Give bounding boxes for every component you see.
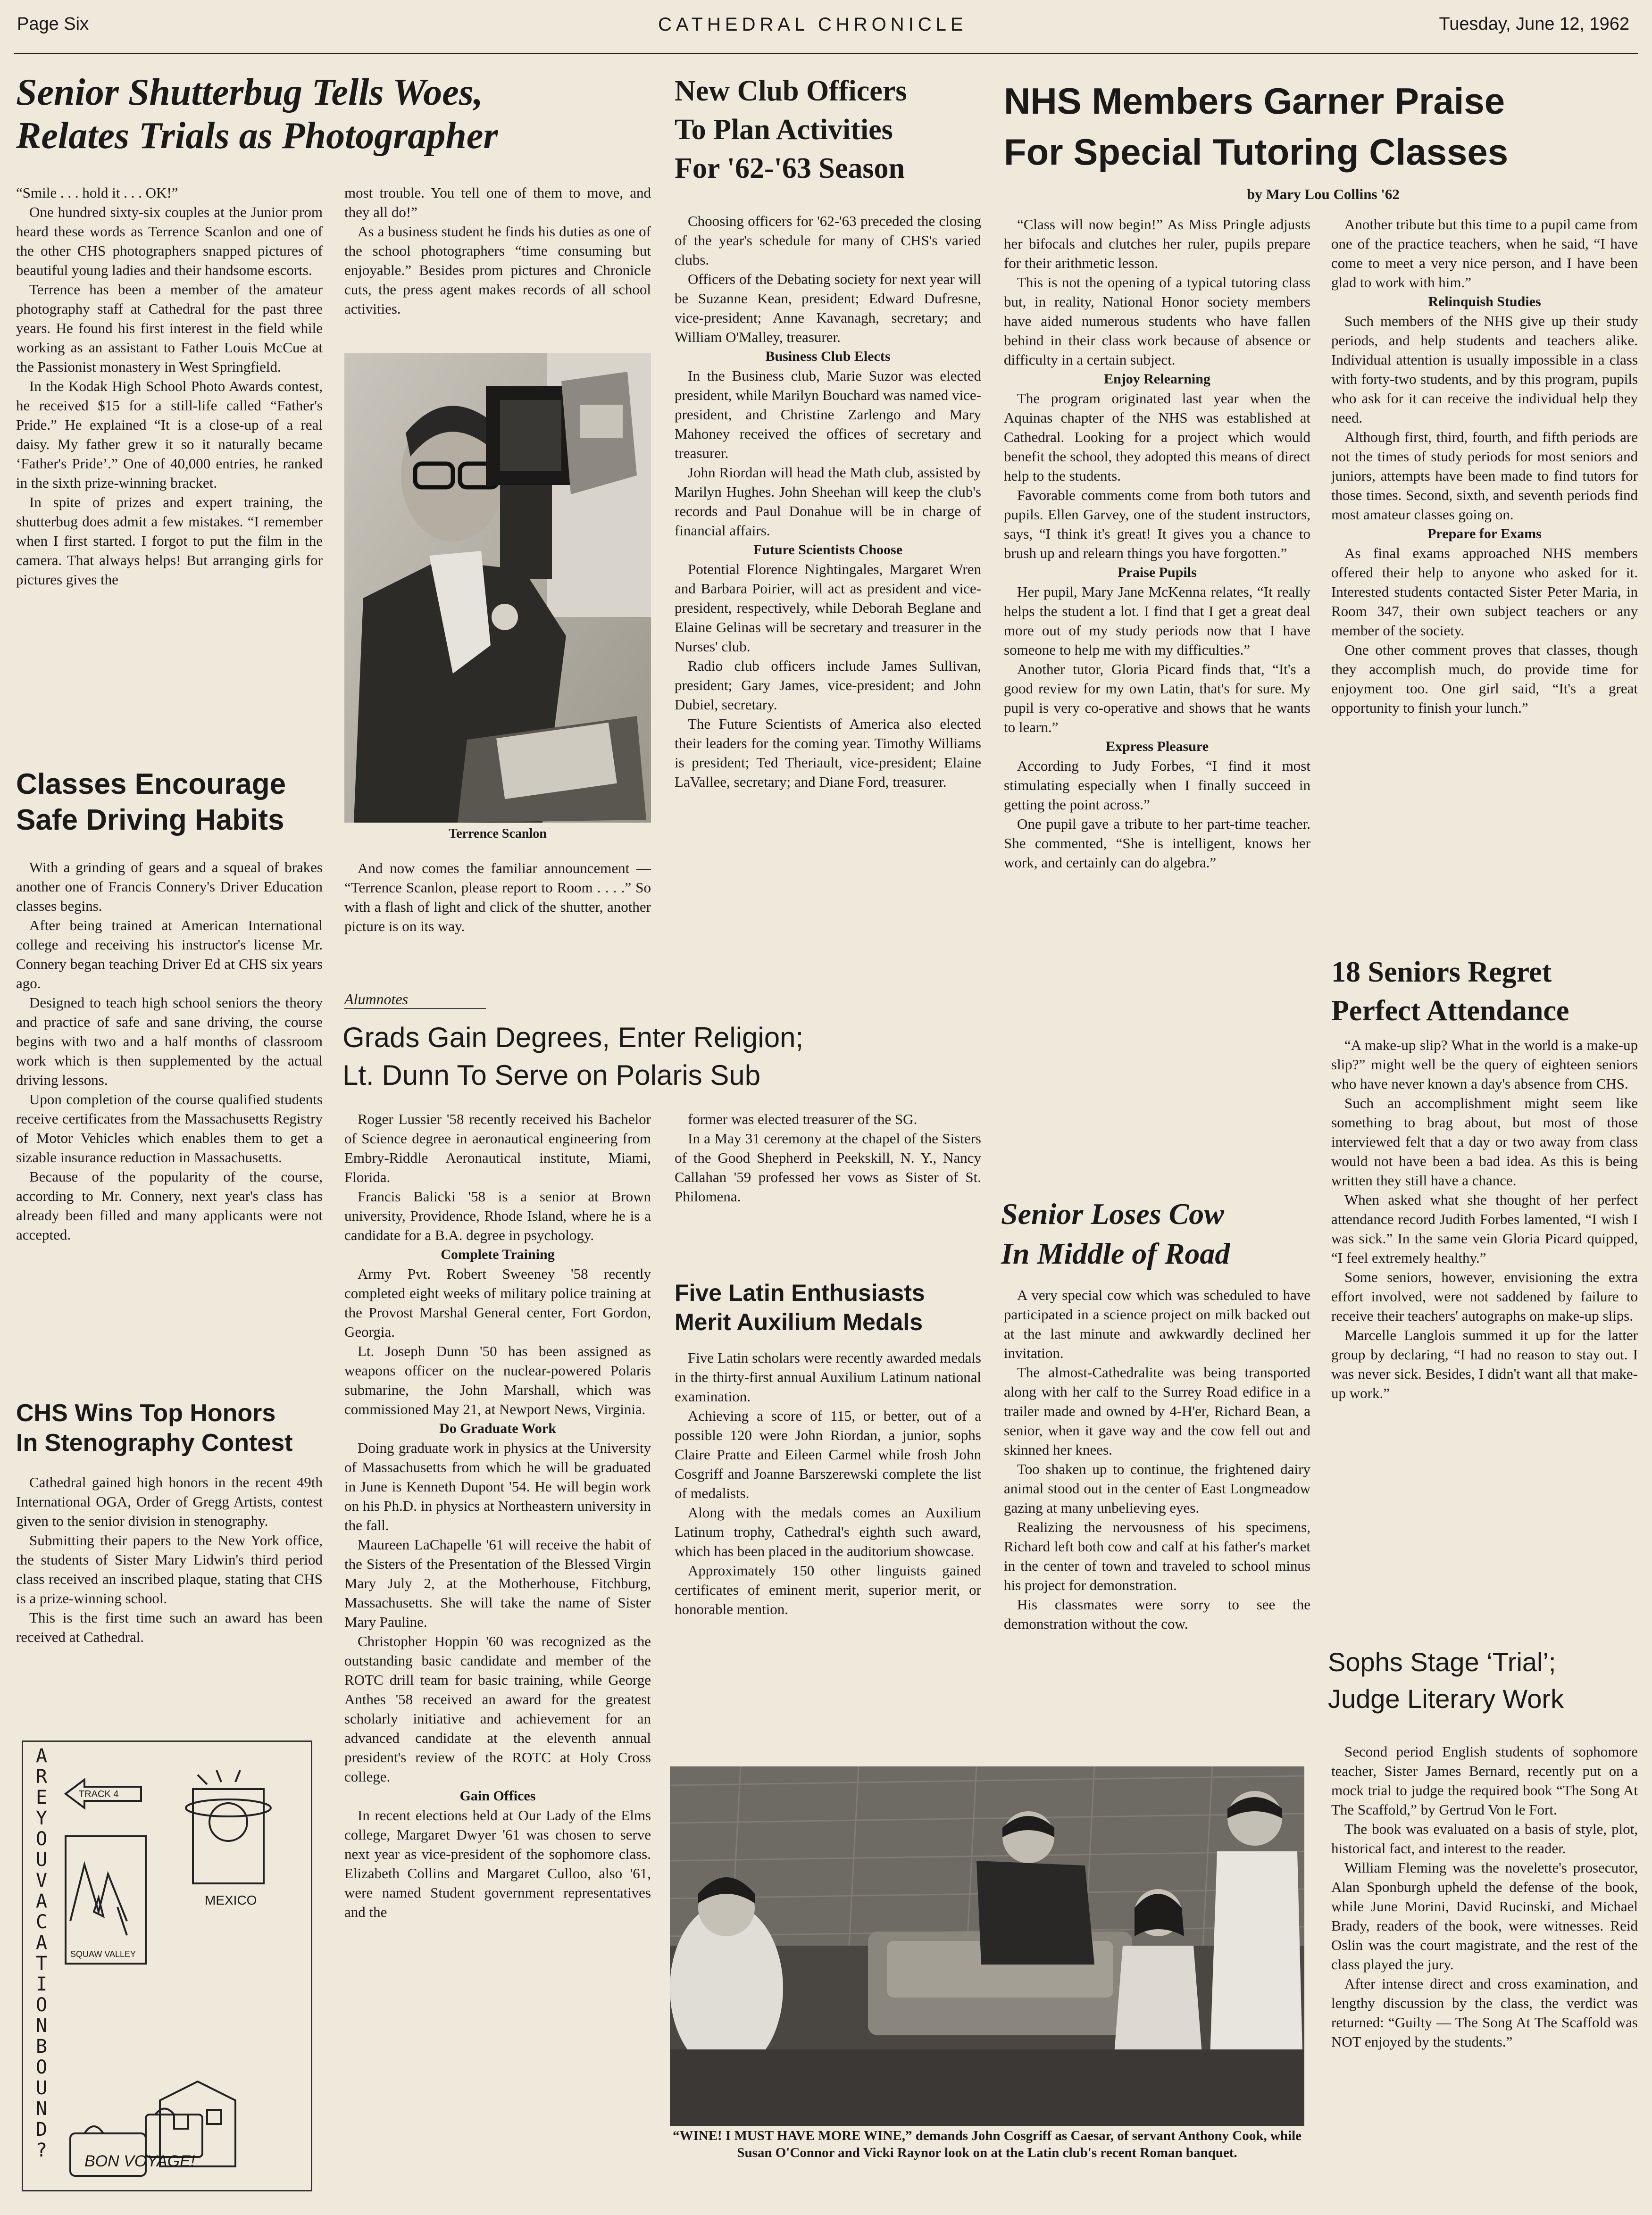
masthead (0, 14, 1652, 42)
paragraph: Such members of the NHS give up their study periods, and help students and teachers alike. Individual attention is usually impossible in a class with forty-two students, and by this program, pupils who ask for it can receive the individual help they need. (1331, 313, 1638, 426)
cartoon-letter: O (35, 1994, 48, 2016)
subhead: Future Scientists Choose (753, 542, 903, 558)
paragraph: Army Pvt. Robert Sweeney '58 recently completed eight weeks of military police training at the Provost Marshal General center, Fort Gordon, Georgia. (344, 1266, 651, 1340)
paragraph: Francis Balicki '58 is a senior at Brown university, Providence, Rhode Island, where he is a candidate for a B.A. degree in psychology. (344, 1188, 651, 1243)
subhead: Business Club Elects (765, 349, 891, 364)
cartoon-letter: N (35, 2015, 48, 2037)
paragraph: Lt. Joseph Dunn '50 has been assigned as weapons officer on the nuclear-powered Polaris submarine, the John Marshall, which was commissioned May 21, at Newport News, Virginia. (344, 1343, 651, 1417)
cartoon-letter: C (35, 1911, 48, 1933)
shutterbug-col2-bottom: And now comes the familiar announcement — “Terrence Scanlon, please report to Room . . . .” So with a flash of light and click of the shutter, another picture is on its way. (344, 860, 651, 934)
driving-body: With a grinding of gears and a squeal of brakes another one of Francis Connery's Driver Education classes begins. After being trained at American International college and receiving his instructor's license Mr. Connery began teaching Driver Ed at CHS six years ago. Designed to teach high school seniors the theory and practice of safe and sane driving, the course begins with two and a half months of classroom work which is then supplemented by the actual driving lessons. Upon completion of the course qualified students receive certificates from the Massachusetts Registry of Motor Vehicles which enables them to get a sizable insurance reduction in Massachusetts. Because of the popularity of the course, according to Mr. Connery, next year's class has already been filled and many applicants were not accepted. (16, 859, 323, 1243)
shutterbug-col1: “Smile . . . hold it . . . OK!” One hundred sixty-six couples at the Junior prom heard these words as Terrence Scanlon and one of the other CHS photographers snapped pictures of beautiful young ladies and their handsome escorts. Terrence has been a member of the amateur photography staff at Cathedral for the past three years. He found his first interest in the field while working as an assistant to Father Louis McCue at the Passionist monastery in West Springfield. In the Kodak High School Photo Awards contest, he received $15 for a still-life called “Father's Pride.” He explained “It is a close-up of a real daisy. My father grew it so it naturally became ‘Father's Pride’.” One of 40,000 entries, he ranked in the sixth prize-winning bracket. In spite of prizes and expert training, the shutterbug does admit a few mistakes. “I remember when I first started. I forgot to put the film in the camera. That always helps! But arranging girls for pictures gives the (16, 184, 323, 588)
clubs-body (675, 211, 981, 791)
cartoon-bon-voyage: BON VOYAGE! (84, 2152, 195, 2170)
cartoon-letter: O (35, 2057, 48, 2078)
sophs-headline: Sophs Stage ‘Trial’; Judge Literary Work (1328, 1647, 1564, 1714)
subhead: Relinquish Studies (1428, 294, 1541, 309)
cow-headline: Senior Loses Cow In Middle of Road (1001, 1197, 1230, 1270)
paragraph: The program originated last year when the Aquinas chapter of the NHS was established at Cathedral. Looking for a project which would benefit the school, they adopted this means of direct help to the students. (1004, 390, 1310, 484)
cartoon-letter: N (35, 2098, 48, 2120)
subhead: Praise Pupils (1118, 565, 1197, 580)
subhead: Enjoy Relearning (1104, 371, 1210, 387)
paragraph: Her pupil, Mary Jane McKenna relates, “It really helps the student a lot. I find that I get a great deal more out of my study periods now that I have someone to help me with my difficulties.” (1004, 583, 1310, 658)
cartoon-letter: A (35, 1745, 48, 1767)
paragraph: Although first, third, fourth, and fifth periods are not the times of study periods for most seniors and juniors, attempts have been made to find tutors for those times. Second, sixth, and seventh periods find most amateur classes going on. (1331, 429, 1638, 523)
cartoon-drawing (56, 1742, 309, 2188)
subhead: Complete Training (441, 1247, 555, 1262)
paragraph: Choosing officers for '62-'63 preceded the closing of the year's schedule for many of CHS's varied clubs. (675, 213, 981, 268)
banquet-caption: “WINE! I MUST HAVE MORE WINE,” demands John Cosgriff as Caesar, of servant Anthony Cook, while Susan O'Connor and Vicki Raynor look on at the Latin club's recent Roman banquet. (672, 2128, 1302, 2160)
cartoon-squaw-valley: SQUAW VALLEY (70, 1949, 136, 1959)
paragraph: Another tutor, Gloria Picard finds that, “It's a good review for my own Latin, that's for sure. My pupil is very co-operative and shows that he wants to learn.” (1004, 661, 1310, 735)
nhs-headline: NHS Members Garner Praise For Special Tutoring Classes (1004, 80, 1509, 173)
banquet-photo-image (670, 1766, 1304, 2126)
masthead-rule (14, 53, 1638, 54)
attendance-body: “A make-up slip? What in the world is a make-up slip?” might well be the query of eighteen seniors who have never known a day's absence from CHS. Such an accomplishment might seem like something to brag about, but most of those interviewed felt that a day or two away from class would not have been a bad idea. As this is being written they still have a chance. When asked what she thought of her perfect attendance record Judith Forbes lamented, “I wish I was sick.” In the same vein Gloria Picard quipped, “I feel extremely healthy.” Some seniors, however, envisioning the extra effort involved, were not saddened by failure to receive their teachers' autographs on make-up slips. Marcelle Langlois summed it up for the latter group by declaring, “I had no reason to stay out. I was never sick. Besides, I didn't want all that make-up work.” (1331, 1037, 1638, 1401)
cartoon-letter: B (35, 2036, 48, 2057)
paragraph: In recent elections held at Our Lady of the Elms college, Margaret Dwyer '61 was chosen to serve next year as vice-president of the sophomore class. Elizabeth Collins and Margaret Culloo, also '61, were named Student government representatives and the (344, 1807, 651, 1920)
vacation-cartoon (22, 1740, 312, 2191)
paragraph: Radio club officers include James Sullivan, president; Gary James, vice-president; and John Dubiel, secretary. (675, 658, 981, 713)
cartoon-letter: U (35, 1849, 48, 1871)
paragraph: Christopher Hoppin '60 was recognized as the outstanding basic candidate and member of the ROTC drill team for basic training, while George Anthes '58 received an award for the greatest scholarly initiative and achievement for an advanced candidate at the eleventh annual president's review of the ROTC at Holy Cross college. (344, 1633, 651, 1785)
driving-headline: Classes Encourage Safe Driving Habits (16, 768, 286, 836)
paragraph: “Class will now begin!” As Miss Pringle adjusts her bifocals and clutches her ruler, pupils prepare for their arithmetic lesson. (1004, 216, 1310, 271)
cartoon-letter: D (35, 2119, 48, 2140)
paragraph: One other comment proves that classes, though they accomplish much, do provide time for enjoyment too. One girl said, “It's a great opportunity to finish your lunch.” (1331, 641, 1638, 716)
subhead: Prepare for Exams (1427, 526, 1542, 541)
steno-body: Cathedral gained high honors in the recent 49th International OGA, Order of Gregg Artists, contest given to the senior division in stenography. Submitting their papers to the New York office, the students of Sister Mary Lidwin's third period class received an inscribed plaque, stating that CHS is a prize-winning school. This is the first time such an award has been received at Cathedral. (16, 1474, 323, 1645)
subhead: Express Pleasure (1105, 739, 1209, 754)
alumnotes-headline: Grads Gain Degrees, Enter Religion; Lt. Dunn To Serve on Polaris Sub (342, 1022, 804, 1091)
cartoon-mexico: MEXICO (205, 1893, 257, 1907)
cartoon-letter: V (35, 1870, 48, 1891)
alumnotes-col1 (344, 1109, 651, 1922)
alumnotes-kicker: Alumnotes (344, 991, 486, 1009)
cartoon-letter: A (35, 1890, 48, 1912)
cartoon-letter: T (35, 1953, 48, 1974)
banquet-photo (670, 1766, 1304, 2126)
paragraph: Favorable comments come from both tutors and pupils. Ellen Garvey, one of the student instructors, says, “I think it's great! It gives you a chance to brush up and relearn things you have forgotten.” (1004, 487, 1310, 561)
cow-body: A very special cow which was scheduled to have participated in a science project on milk backed out at the last minute and awkwardly declined her invitation. The almost-Cathedralite was being transported along with her calf to the Surrey Road edifice in a trailer made and owned by 4-H'er, Richard Bean, a senior, when it gave way and the cow fell out and skinned her knees. Too shaken up to continue, the frightened dairy animal stood out in the center of East Longmeadow gazing at many unbelieving eyes. Realizing the nervousness of his specimens, Richard left both cow and calf at his father's market in the center of town and traveled to school minus his project for demonstration. His classmates were sorry to see the demonstration without the cow. (1004, 1287, 1310, 1632)
paragraph: In the Business club, Marie Suzor was elected president, while Marilyn Bouchard was named vice-president, and Christine Zarlengo and Mary Mahoney received the offices of secretary and treasurer. (675, 367, 981, 461)
cartoon-letter: I (35, 1974, 48, 1995)
cartoon-vertical-text (30, 1746, 53, 2161)
newspaper-title: CATHEDRAL CHRONICLE (658, 14, 968, 35)
paragraph: Doing graduate work in physics at the University of Massachusetts from which he will be graduated in June is Kenneth Dupont '54. He will begin work on his Ph.D. in physics at Northeastern university in the fall. (344, 1440, 651, 1533)
cartoon-letter: R (35, 1766, 48, 1788)
paragraph: This is not the opening of a typical tutoring class but, in reality, National Honor society members have aided numerous students who have fallen behind in their class work because of absence or difficulty in a certain subject. (1004, 274, 1310, 368)
subhead: Gain Offices (459, 1788, 536, 1804)
cartoon-letter: O (35, 1828, 48, 1850)
cartoon-letter: E (35, 1787, 48, 1808)
paragraph: One pupil gave a tribute to her part-time teacher. She commented, “She is intelligent, knows her work, and certainly can do algebra.” (1004, 816, 1310, 871)
cartoon-letter: Y (35, 1807, 48, 1829)
shutterbug-col2-top: most trouble. You tell one of them to move, and they all do!” As a business student he finds his duties as one of the school photographers “time consuming but enjoyable.” Besides prom pictures and Chronicle cuts, the press agent makes records of all school activities. (344, 184, 651, 317)
cartoon-letter: A (35, 1932, 48, 1954)
sophs-body: Second period English students of sophomore teacher, Sister James Bernard, recently put on a mock trial to judge the required book “The Song At The Scaffold,” by Gertrud Von le Fort. The book was evaluated on a basis of style, plot, historical fact, and interest to the reader. William Fleming was the novelette's prosecutor, Alan Sponburgh upheld the defense of the book, while June Morini, David Rucinski, and Michael Brady, readers of the book, were witnesses. Reid Oslin was the court magistrate, and the rest of the class played the jury. After intense direct and cross examination, and lengthy discussion by the class, the verdict was returned: “Guilty — The Song At The Scaffold was NOT enjoyed by the students.” (1331, 1743, 1638, 2050)
attendance-headline: 18 Seniors Regret Perfect Attendance (1331, 956, 1569, 1027)
page-number: Page Six (17, 14, 89, 34)
clubs-headline: New Club Officers To Plan Activities For '62-'63 Season (675, 75, 907, 184)
paragraph: Potential Florence Nightingales, Margaret Wren and Barbara Poirier, will act as president and vice-president, respectively, while Deborah Beglane and Elaine Gelinas will be secretary and treasurer in the Nurses' club. (675, 561, 981, 655)
paragraph: Another tribute but this time to a pupil came from one of the practice teachers, when he said, “I have come to meet a very nice person, and I have been glad to work with him.” (1331, 216, 1638, 291)
cartoon-letter: ? (35, 2140, 48, 2161)
paragraph: The Future Scientists of America also elected their leaders for the coming year. Timothy Williams is president; Ted Theriault, vice-president; Elaine LaVallee, secretary; and Diane Ford, treasurer. (675, 716, 981, 790)
alumnotes-col2 (675, 1109, 981, 1206)
paragraph: Officers of the Debating society for next year will be Suzanne Kean, president; Edward Dufresne, vice-president; Anne Kavanagh, secretary; and William O'Malley, treasurer. (675, 271, 981, 345)
scanlon-photo (344, 353, 651, 823)
paragraph: According to Judy Forbes, “I find it most stimulating especially when I finally succeed in getting the point across.” (1004, 758, 1310, 813)
paragraph: As final exams approached NHS members offered their help to anyone who asked for it. Interested students contacted Sister Peter Maria, in Room 347, their own subject teachers or any member of the society. (1331, 545, 1638, 639)
issue-date: Tuesday, June 12, 1962 (1439, 14, 1629, 34)
steno-headline: CHS Wins Top Honors In Stenography Contest (16, 1399, 293, 1457)
nhs-col1 (1004, 215, 1310, 872)
paragraph: Roger Lussier '58 recently received his Bachelor of Science degree in aeronautical engineering from Embry-Riddle Aeronautical institute, Miami, Florida. (344, 1111, 651, 1185)
cartoon-letter: U (35, 2077, 48, 2099)
cartoon-track-sign: TRACK 4 (79, 1789, 119, 1799)
subhead: Do Graduate Work (439, 1421, 556, 1436)
paragraph: John Riordan will head the Math club, assisted by Marilyn Hughes. John Sheehan will keep the club's records and Paul Donahue will be in charge of financial affairs. (675, 464, 981, 539)
latin-headline: Five Latin Enthusiasts Merit Auxilium Medals (675, 1280, 925, 1335)
paragraph: former was elected treasurer of the SG. (688, 1111, 918, 1127)
nhs-byline: by Mary Lou Collins '62 (1247, 186, 1400, 202)
nhs-col2 (1331, 215, 1638, 717)
scanlon-photo-image (344, 353, 651, 823)
paragraph: Maureen LaChapelle '61 will receive the habit of the Sisters of the Presentation of the Blessed Virgin Mary July 2, at the Motherhouse, Fitchburg, Massachusetts. She will take the name of Sister Mary Pauline. (344, 1536, 651, 1630)
scanlon-caption: Terrence Scanlon (449, 826, 547, 841)
paragraph: In a May 31 ceremony at the chapel of the Sisters of the Good Shepherd in Peekskill, N. Y., Nancy Callahan '59 professed her vows as Sister of St. Philomena. (675, 1130, 981, 1205)
shutterbug-headline: Senior Shutterbug Tells Woes, Relates Trials as Photographer (16, 72, 498, 157)
latin-body: Five Latin scholars were recently awarded medals in the thirty-first annual Auxilium Latinum national examination. Achieving a score of 115, or better, out of a possible 120 were John Riordan, a junior, sophs Claire Pratte and Eileen Carmel while frosh John Cosgriff and Joanne Barszerewski complete the list of medalists. Along with the medals comes an Auxilium Latinum trophy, Cathedral's eighth such award, which has been placed in the auditorium showcase. Approximately 150 other linguists gained certificates of eminent merit, superior merit, or honorable mention. (675, 1349, 981, 1617)
